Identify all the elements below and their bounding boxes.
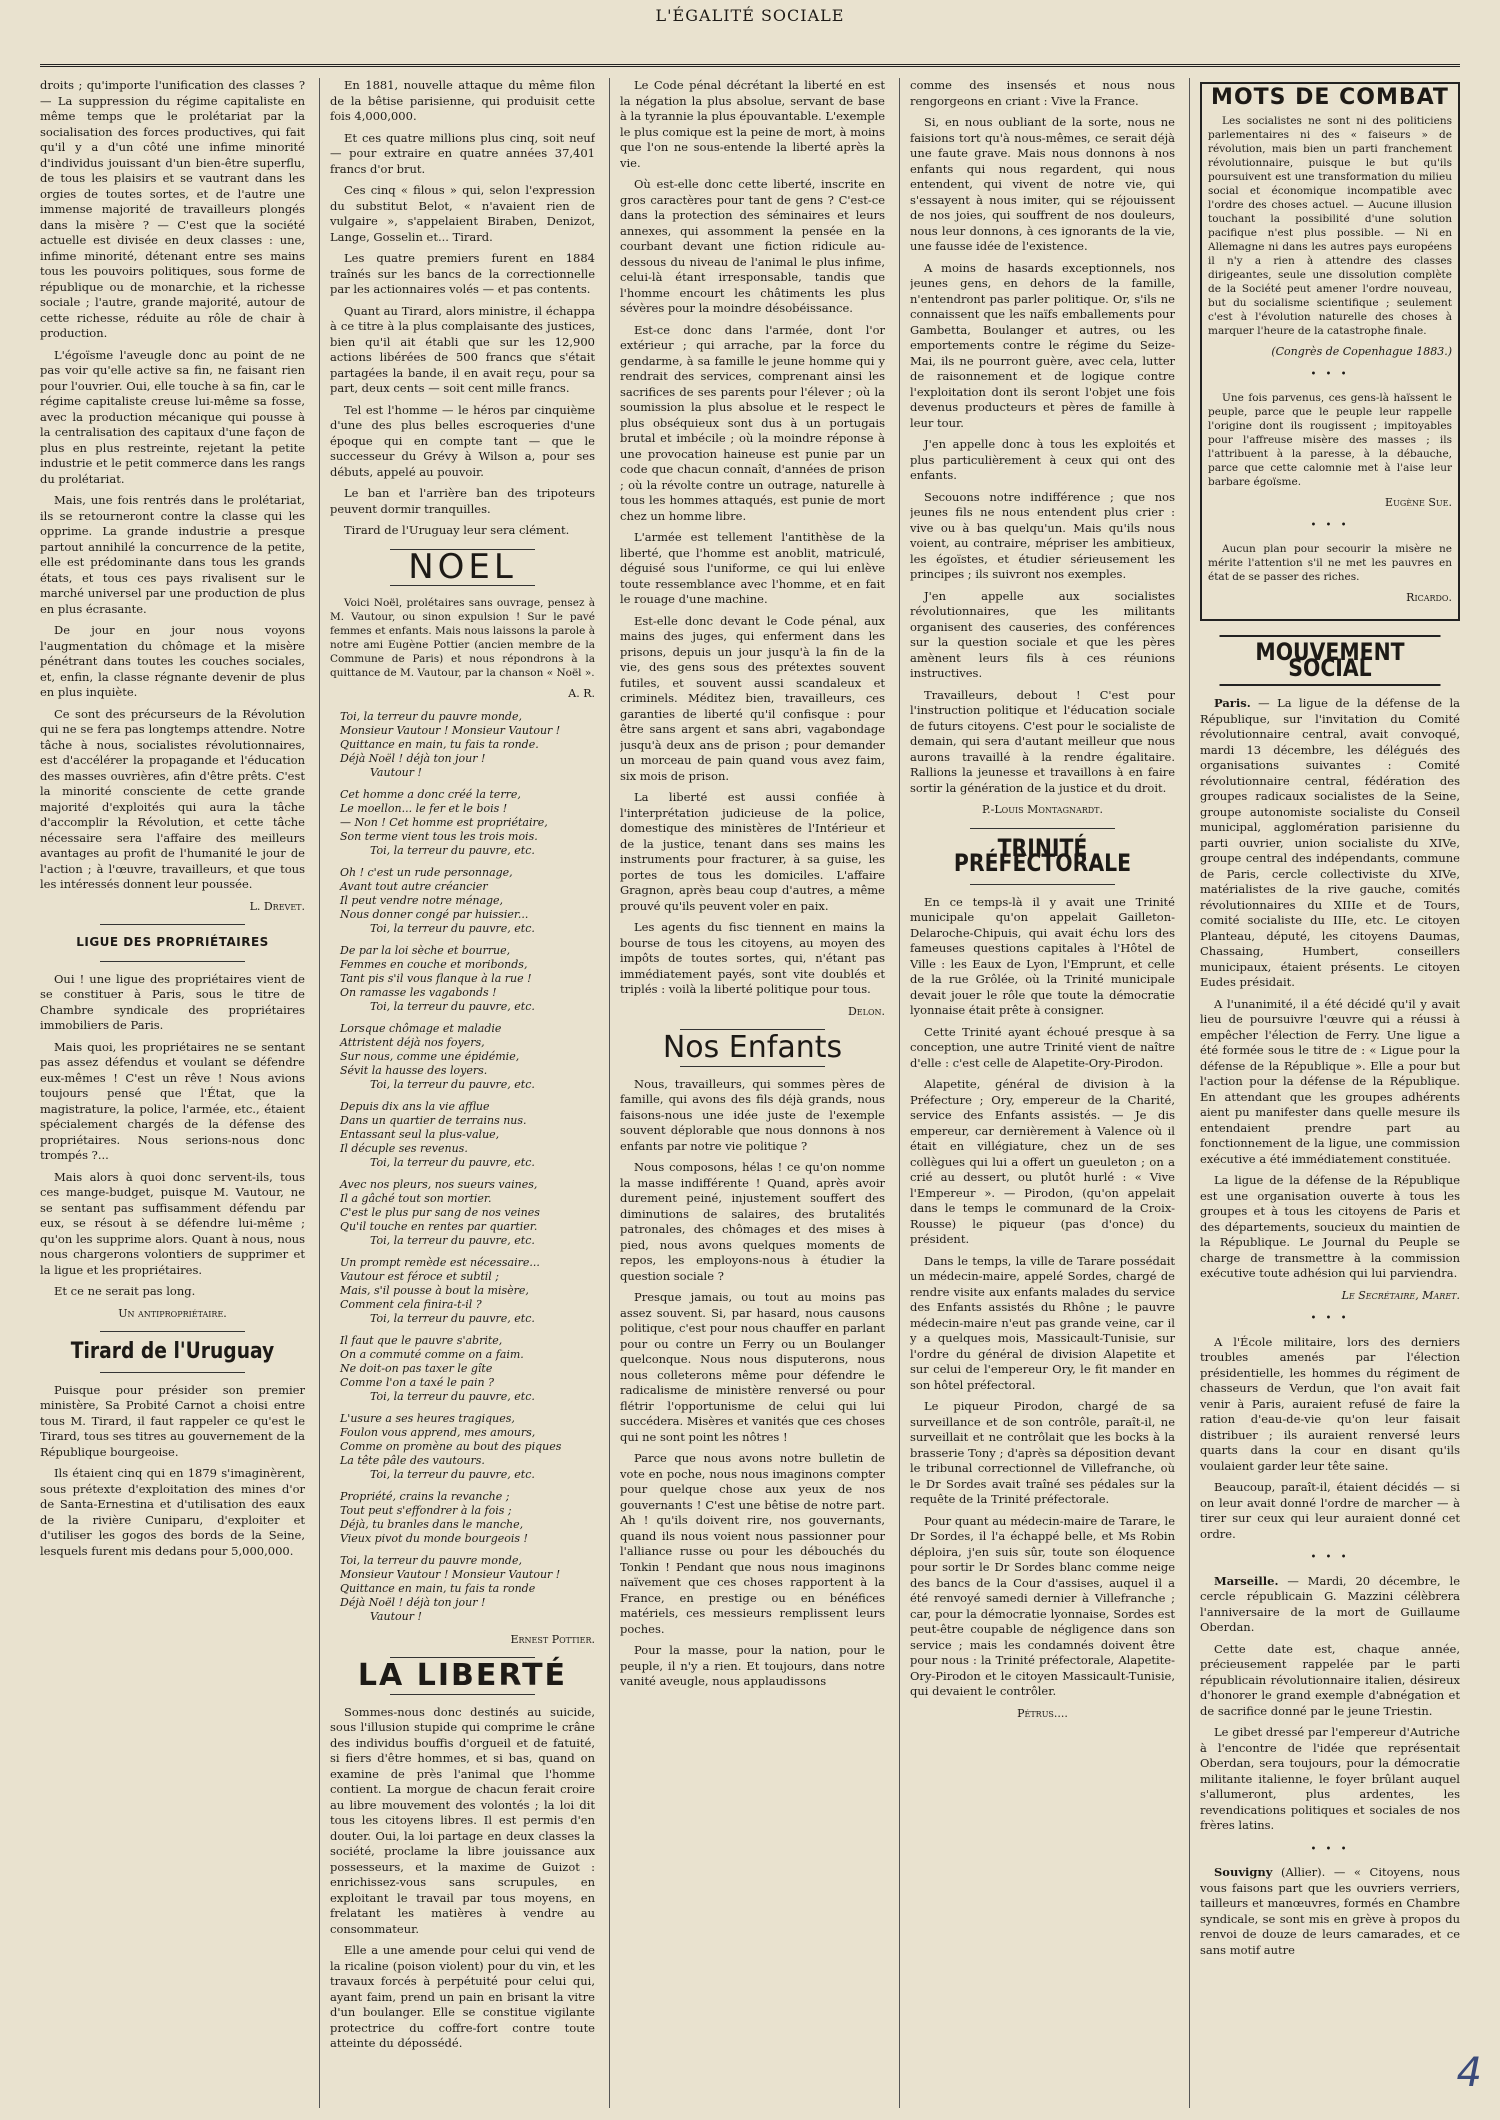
tirard-continued-paragraph: Tel est l'homme — le héros par cinquième d'une des plus belles escroqueries d'une époque qui en compte tant — que le successeur du Grévy à Wilson a, pour ses débuts, appelé au pouvoir. <box>330 402 595 479</box>
verse-line: Déjà, tu branles dans le manche, <box>340 1517 524 1531</box>
noel-intro: Voici Noël, prolétaires sans ouvrage, pensez à M. Vautour, ou sinon expulsion ! Sur le pavé femmes et enfants. Mais nous laissons la parole à notre ami Eugène Pottier (ancien membre de la Commune de Paris) et nous répondrons à la quittance de M. Vautour, par la chanson « Noël ». <box>330 597 595 679</box>
divider <box>390 1694 535 1695</box>
souvigny-text: (Allier). — « Citoyens, nous vous faisons part que les ouvriers verriers, tailleurs et manœuvres, formés en Chambre syndicale, se sont mis en grève à propos du renvoi de douze de leurs camarades, et ce sans motif autre <box>1200 1865 1460 1957</box>
ornament: • • • <box>1310 1843 1350 1855</box>
ligue-signature: Un antipropriétaire. <box>118 1306 227 1320</box>
tirard-continued-paragraph: Et ces quatre millions plus cinq, soit neuf — pour extraire en quatre années 37,401 francs d'or brut. <box>330 130 595 176</box>
noel-verses <box>330 710 595 1624</box>
liberte-continued-paragraph: Est-elle donc devant le Code pénal, aux mains des juges, qui enferment dans les prisons, depuis un jour jusqu'à la fin de la vie, des gens sous des prétextes souvent futiles, et souvent aussi scandaleux et criminels. Méditez bien, travailleurs, ces garanties de liberté qu'il confisque : pour être sans argent et sans abri, vagabondage jusqu'à deux ans de prison ; pour demander un morceau de pain quand vous avez faim, six mois de prison. <box>620 613 885 783</box>
enfants-paragraph: Nous, travailleurs, qui sommes pères de famille, qui avons des fils déjà grands, nous faisons-nous une idée juste de l'exemple souvent déplorable que nous donnons à nos enfants par notre vie politique ? <box>620 1076 885 1153</box>
paris-paragraph: A l'unanimité, il a été décidé qu'il y avait lieu de poursuivre l'œuvre qui a réussi à empêcher l'élection de Ferry. Une ligue a été formée sous le titre de : « Ligue pour la défense de la République ». Elle a pour but l'action pour la défense de la République. En attendant que les groupes adhérents aient pu manifester dans quelle mesure ils entendaient prendre part au fonctionnement de la ligue, une commission exécutive a été immédiatement constituée. <box>1200 996 1460 1166</box>
verse-line: Sur nous, comme une épidémie, <box>340 1049 520 1063</box>
column-5 <box>1200 78 1460 2108</box>
article-1-paragraph: De jour en jour nous voyons l'augmentation du chômage et la misère pénétrant dans toutes les couches sociales, et, enfin, la classe régnante devenir de plus en plus inquiète. <box>40 623 305 699</box>
tirard-continued-paragraph: En 1881, nouvelle attaque du même filon de la bêtise parisienne, qui produisit cette fois 4,000,000. <box>330 78 595 123</box>
ligue-paragraph: Oui ! une ligue des propriétaires vient de se constituer à Paris, sous le titre de Chambre syndicale des propriétaires immobiliers de Paris. <box>40 971 305 1032</box>
verse-line: Toi, la terreur du pauvre monde, <box>340 1553 522 1567</box>
verse-line: Comment cela finira-t-il ? <box>340 1297 482 1311</box>
paris-paragraph: La ligue de la défense de la République est une organisation ouverte à tous les groupes et à tous les citoyens de Paris et des départements, soucieux du maintien de la République. Le Journal du Peuple se charge de transmettre à la commission exécutive toute adhésion qui lui parviendra. <box>1200 1173 1460 1280</box>
verse-line: Cet homme a donc créé la terre, <box>340 787 521 801</box>
article-1-signature: L. Drevet. <box>249 899 305 913</box>
trinite-paragraph: Le piqueur Pirodon, chargé de sa surveillance et de son contrôle, paraît-il, ne surveillait et ne contrôlait que les bocks à la brasserie Tony ; d'après sa déposition devant le tribunal correctionnel de Villefranche, où le Dr Sordes avait traîné ses pédales sur la requête de la Trinité préfectorale. <box>910 1399 1175 1506</box>
tirard-continued-paragraph: Tirard de l'Uruguay leur sera clément. <box>344 523 570 537</box>
trinite-paragraph: Alapetite, général de division à la Préfecture ; Ory, empereur de la Charité, service des Enfants assistés. — Je dis empereur, car dernièrement à Valence où il était en villégiature, chez un de ses collègues qui lui a offert un gueuleton ; on a crié au dessert, ou plutôt hurlé : « Vive l'Empereur ». — Pirodon, (qu'on appelait dans le temps le communard de la Croix-Rousse) le piqueur (pas d'once) du président. <box>910 1077 1175 1246</box>
trinite-title: TRINITÉ PRÉFECTORALE <box>953 833 1132 877</box>
handwritten-page-number: 4 <box>1456 2050 1482 2096</box>
noel-stanza <box>340 1412 595 1482</box>
enfants-paragraph: Presque jamais, ou tout au moins pas assez souvent. Si, par hasard, nous causons politique, c'est pour nous chauffer en parlant pour ou contre un Ferry ou un Boulanger quelconque. Nous nous disputerons, nous nous colleterons même pour défendre le radicalisme de ministère renversé ou pour flétrir l'opportunisme de celui qui lui succédera. Misères et vanités que ces choses qui ne sont point les nôtres ! <box>620 1290 885 1444</box>
trinite-paragraph: Cette Trinité ayant échoué presque à sa conception, une autre Trinité vient de naître d'elle : c'est celle de Alapetite-Ory-Pirodon. <box>910 1024 1175 1070</box>
ligue-paragraph: Et ce ne serait pas long. <box>54 1284 196 1298</box>
verse-line: Toi, la terreur du pauvre, etc. <box>370 921 535 935</box>
trinite-paragraph: Pour quant au médecin-maire de Tarare, le Dr Sordes, il l'a échappé belle, et Ms Robin déploira, j'en suis sûr, toute son éloquence pour sortir le Dr Sordes blanc comme neige des bancs de la Cour d'assises, auquel il a été renvoyé samedi dernier à Villefranche ; car, pour la démocratie lyonnaise, Sordes est peut-être coupable de négligence dans son service ; mais les condamnés doivent être pour nous : la Trinité préfectorale, Alapetite-Ory-Pirodon et le citoyen Massicault-Tunisie, qui devaient le contrôler. <box>910 1513 1175 1698</box>
verse-line: Toi, la terreur du pauvre monde, <box>340 709 522 723</box>
ornament: • • • <box>1310 1313 1350 1324</box>
noel-stanza <box>340 1334 595 1404</box>
column-separator <box>1189 78 1190 2108</box>
verse-line: Il faut que le pauvre s'abrite, <box>340 1333 503 1347</box>
tirard-paragraph: Ils étaient cinq qui en 1879 s'imaginèrent, sous prétexte d'exploitation des mines d'or de Santa-Ernestina et d'utilisation des eaux de la rivière Cuniparu, d'exploiter et d'utiliser les gogos des bords de la Seine, lesquels furent mis dedans pour 5,000,000. <box>40 1466 305 1558</box>
verse-line: Depuis dix ans la vie afflue <box>340 1099 490 1113</box>
verse-line: Ne doit-on pas taxer le gîte <box>340 1361 493 1375</box>
enfants-continued-paragraph: J'en appelle aux socialistes révolutionnaires, que les militants organisent des causeries, des conférences sur la question sociale et que les pères amènent leurs fils à ces réunions instructives. <box>910 588 1175 680</box>
noel-intro-signature: A. R. <box>568 687 595 700</box>
column-separator <box>899 78 900 2108</box>
enfants-paragraph: Pour la masse, pour la nation, pour le peuple, il n'y a rien. Et toujours, dans notre vanité aveugle, nous applaudissons <box>620 1643 885 1688</box>
noel-stanza <box>340 944 595 1014</box>
verse-line: Déjà Noël ! déjà ton jour ! <box>340 751 486 765</box>
verse-line: Qu'il touche en rentes par quartier. <box>340 1219 538 1233</box>
verse-line: Oh ! c'est un rude personnage, <box>340 865 513 879</box>
article-1-paragraph: Ce sont des précurseurs de la Révolution qui ne se fera pas longtemps attendre. Notre tâche à nous, socialistes révolutionnaires, est d'accélérer la propagande et l'éducation des masses ouvrières, afin d'être prêts. C'est la minorité consciente de cette grande majorité d'exploités qui aura la tâche d'accomplir la Révolution, et cette tâche nécessaire sera l'affaire des meilleurs avantages au profit de l'humanité le jour de l'action ; à l'œuvre, travailleurs, et que tous les intéressés donnent leur poussée. <box>40 706 305 891</box>
divider <box>970 828 1115 829</box>
liberte-continued-paragraph: L'armée est tellement l'antithèse de la liberté, que l'homme est anoblit, matriculé, déguisé sous l'uniforme, ce qui lui enlève toute ressemblance avec l'homme, et en fait le rouage d'une machine. <box>620 530 885 606</box>
verse-line: — Non ! Cet homme est propriétaire, <box>340 815 548 829</box>
verse-line: Quittance en main, tu fais ta ronde. <box>340 737 539 751</box>
newspaper-title: L'ÉGALITÉ SOCIALE <box>655 6 845 25</box>
noel-stanza <box>340 1178 595 1248</box>
trinite-paragraph: Dans le temps, la ville de Tarare possédait un médecin-maire, appelé Sordes, chargé de rendre visite aux enfants malades du service des Enfants assistés du Rhône ; le pauvre médecin-maire n'eut pas grande veine, car il y a quelques mois, Massicault-Tunisie, sur l'ordre du général de division Alapetite et sur celui de l'empereur Ory, le fit mander en son hôtel préfectoral. <box>910 1253 1175 1392</box>
verse-line: Sévit la hausse des loyers. <box>340 1063 488 1077</box>
ornament: • • • <box>1310 520 1350 531</box>
quote-text: Aucun plan pour secourir la misère ne mérite l'attention s'il ne met les pauvres en état de se passer des riches. <box>1208 542 1452 583</box>
souvigny-lead: Souvigny <box>1214 1865 1273 1879</box>
column-2 <box>330 78 595 2108</box>
enfants-continued-paragraph: Travailleurs, debout ! C'est pour l'instruction politique et l'éducation sociale de futurs citoyens. C'est pour le socialiste de demain, qui sera d'autant meilleur que nous aurons travaillé à la rendre égalitaire. Rallions la jeunesse et travaillons à en faire sortir la génération de la justice et du droit. <box>910 687 1175 795</box>
verse-line: Vautour ! <box>370 1609 422 1623</box>
marseille-text: — Mardi, 20 décembre, le cercle républicain G. Mazzini célèbrera l'anniversaire de la mort de Guillaume Oberdan. <box>1200 1573 1460 1634</box>
verse-line: Tout peut s'effondrer à la fois ; <box>340 1503 512 1517</box>
marseille-paragraph: Le gibet dressé par l'empereur d'Autriche à l'encontre de l'idée que représentait Oberdan, sera toujours, pour la démocratie militante italienne, le foyer brûlant auquel s'allumeront, plus ardentes, les revendications politiques et sociales de nos frères latins. <box>1200 1725 1460 1832</box>
verse-line: Dans un quartier de terrains nus. <box>340 1113 527 1127</box>
noel-stanza <box>340 1490 595 1546</box>
noel-stanza <box>340 710 595 780</box>
verse-line: Toi, la terreur du pauvre, etc. <box>370 1077 535 1091</box>
liberte-continued-paragraph: Est-ce donc dans l'armée, dont l'or extérieur ; qui arrache, par la force du gendarme, à sa famille le jeune homme qui y rendrait des services, comprenant ainsi les sacrifices de ses parents pour l'élever ; où la soumission la plus absolue et le respect le plus obséquieux sont dus à un portugais brutal et imbécile ; où la moindre réponse à une provocation haineuse est punie par un code que chacun connaît, d'années de prison ; où la révolte contre un outrage, naturelle à tous les hommes attaqués, est punie de mort chez un homme libre. <box>620 322 885 523</box>
mots-de-combat-box <box>1200 82 1460 621</box>
tirard-continued-paragraph: Ces cinq « filous » qui, selon l'expression du substitut Belot, « n'avaient rien de vulgaire », s'appelaient Biraben, Denizot, Lange, Gosselin et... Tirard. <box>330 183 595 244</box>
noel-stanza <box>340 788 595 858</box>
verse-line: Vautour est féroce et subtil ; <box>340 1269 500 1283</box>
liberte-signature: Delon. <box>847 1004 885 1018</box>
liberte-paragraph: Elle a une amende pour celui qui vend de la ricaline (poison violent) pour du vin, et les travaux forcés à perpétuité pour celui qui, ayant faim, prend un pain en brisant la vitre d'un boulanger. Elle se constitue vigilante protectrice du coffre-fort contre toute atteinte du dépossédé. <box>330 1943 595 2050</box>
article-1-paragraph: Mais, une fois rentrés dans le prolétariat, ils se retourneront contre la classe qui les opprime. La grande industrie a presque partout annihilé la concurrence de la petite, elle est prédominante dans tous les grands états, et tous ces pays rivalisent sur le marché universel par une production de plus en plus écrasante. <box>40 493 305 616</box>
divider <box>100 924 245 925</box>
tirard-continued-paragraph: Les quatre premiers furent en 1884 traînés sur les bancs de la correctionnelle par les actionnaires volés — et pas contents. <box>330 251 595 296</box>
enfants-paragraph: Parce que nous avons notre bulletin de vote en poche, nous nous imaginons compter pour quelque chose aux yeux de nos gouvernants ! C'est une bêtise de notre part. Ah ! qu'ils doivent rire, nos gouvernants, quand ils nous voient nous passionner pour l'alliance russe ou pour les débouchés du Tonkin ! Pendant que nous nous imaginons naïvement que ces choses rapportent à la France, en prestige ou en bénéfices matériels, ces messieurs remplissent leurs poches. <box>620 1451 885 1636</box>
enfants-continued-paragraph: comme des insensés et nous nous rengorgeons en criant : Vive la France. <box>910 78 1175 108</box>
mouvement-social-title: MOUVEMENT SOCIAL <box>1220 635 1441 686</box>
verse-line: Entassant seul la plus-value, <box>340 1127 500 1141</box>
noel-stanza <box>340 1022 595 1092</box>
masthead <box>40 6 1460 67</box>
ornament: • • • <box>1310 1552 1350 1563</box>
columns <box>40 78 1460 2108</box>
marseille-lead: Marseille. <box>1214 1573 1279 1588</box>
verse-line: Comme l'on a taxé le pain ? <box>340 1375 495 1389</box>
noel-stanza <box>340 1256 595 1326</box>
verse-line: Toi, la terreur du pauvre, etc. <box>370 999 535 1013</box>
noel-title: NOEL <box>408 546 517 587</box>
verse-line: On ramasse les vagabonds ! <box>340 985 497 999</box>
ecole-paragraph: A l'École militaire, lors des derniers troubles amenés par l'élection présidentielle, les hommes du régiment de chasseurs de Verdun, que l'on avait fait venir à Paris, auraient refusé de faire la ration d'eau-de-vie qu'on leur faisait distribuer ; ils auraient renversé leurs quarts dans la cour en disant qu'ils voulaient garder leur tête saine. <box>1200 1334 1460 1473</box>
verse-line: Nous donner congé par huissier... <box>340 907 529 921</box>
liberte-title: LA LIBERTÉ <box>357 1658 568 1693</box>
column-1 <box>40 78 305 2108</box>
ligue-secretary-signature: Le Secrétaire, Maret. <box>1341 1288 1460 1302</box>
paris-lead: Paris. <box>1214 696 1251 710</box>
column-4 <box>910 78 1175 2108</box>
verse-line: Mais, s'il pousse à bout la misère, <box>340 1283 529 1297</box>
verse-line: Propriété, crains la revanche ; <box>340 1489 510 1503</box>
enfants-signature: P.-Louis Montagnardt. <box>981 803 1104 816</box>
verse-line: La tête pâle des vautours. <box>340 1453 485 1467</box>
verse-line: Toi, la terreur du pauvre, etc. <box>370 1233 535 1247</box>
liberte-paragraph: Sommes-nous donc destinés au suicide, sous l'illusion stupide qui comprime le crâne des individus bouffis d'orgueil et de fatuité, si fiers d'être hommes, et si bas, quand on examine de près l'animal que l'homme contient. La morgue de chacun ferait croire au libre mouvement des volontés ; la loi dit tous les citoyens libres. Il est permis d'en douter. Oui, la loi partage en deux classes la société, proclame la libre jouissance aux possesseurs, et la maxime de Guizot : enrichissez-vous sans scrupules, en exploitant le travail par tous moyens, en frelatant les matières à vendre au consommateur. <box>330 1704 595 1936</box>
trinite-signature: Pétrus.... <box>1017 1706 1068 1720</box>
article-1 <box>40 78 305 914</box>
marseille-paragraph: Cette date est, chaque année, précieusement rappelée par le parti républicain révolutionnaire italien, désireux d'honorer le grand exemple d'abnégation et de sacrifice donné par le jeune Triestin. <box>1200 1641 1460 1718</box>
quote-text: Une fois parvenus, ces gens-là haïssent le peuple, parce que le peuple leur rappelle l'origine dont ils rougissent ; impitoyables pour l'affreuse misère des masses ; ils l'attribuent à la paresse, à la débauche, parce que cette calomnie met à l'aise leur barbare égoïsme. <box>1208 391 1452 488</box>
ligue-paragraph: Mais alors à quoi donc servent-ils, tous ces mange-budget, puisque M. Vautour, ne se sentant pas suffisamment défendu par eux, se résout à se défendre lui-même ; qu'on les supprime alors. Quant à nous, nous nous chargerons volontiers de supprimer et la ligue et les propriétaires. <box>40 1169 305 1277</box>
paris-text: — La ligue de la défense de la République, sur l'invitation du Comité révolutionnaire central, avait convoqué, mardi 13 décembre, les délégués des organisations suivantes : Comité révolutionnaire central, fédération des groupes radicaux socialistes de la Seine, groupe autonomiste socialiste du Conseil municipal, agglomération parisienne du parti ouvrier, union socialiste du XIVe, groupe central des indépendants, commune de Paris, cercle collectiviste du XIVe, matérialistes de la rive gauche, comités révolutionnaires du XIIIe et de Tours, comité socialiste du IIIe, etc. Le citoyen Planteau, député, les citoyens Daumas, Chassaing, Humbert, conseillers municipaux, étaient présents. Le citoyen Eudes présidait. <box>1200 696 1460 989</box>
mots-de-combat-title: MOTS DE COMBAT <box>1211 85 1449 110</box>
quote-source: (Congrès de Copenhague 1883.) <box>1271 344 1452 358</box>
liberte-continued-paragraph: La liberté est aussi confiée à l'interprétation judicieuse de la police, domestique des ministères de l'Intérieur et de la justice, tenant dans ses mains les instruments pour fracturer, à sa guise, les portes de tous les domiciles. L'affaire Gragnon, après beau coup d'autres, a même prouvé qu'ils peuvent voler en paix. <box>620 790 885 913</box>
verse-line: Le moellon... le fer et le bois ! <box>340 801 508 815</box>
verse-line: Il peut vendre notre ménage, <box>340 893 504 907</box>
enfants-continued-paragraph: A moins de hasards exceptionnels, nos jeunes gens, en dehors de la famille, n'entendront pas parler politique. Or, s'ils ne connaissent que les naïfs emballements pour Gambetta, Boulanger et autres, ou les emportements contre le régime du Seize-Mai, ils ne pourront guère, avec cela, lutter de raisonnement et de logique contre l'exploitation dont ils seront l'objet une fois devenus producteurs et pères de famille à leur tour. <box>910 260 1175 430</box>
column-separator <box>319 78 320 2108</box>
quote-source: Eugène Sue. <box>1385 495 1452 509</box>
verse-line: Femmes en couche et moribonds, <box>340 957 528 971</box>
divider <box>680 1066 825 1067</box>
liberte-continued-paragraph: Les agents du fisc tiennent en mains la bourse de tous les citoyens, au moyen des impôts de toutes sortes, qui, n'étant pas immédiatement payés, sont vite doublés et triplés : voilà la liberté politique pour tous. <box>620 920 885 996</box>
verse-line: Monsieur Vautour ! Monsieur Vautour ! <box>340 1567 561 1581</box>
noel-stanza <box>340 866 595 936</box>
verse-line: Toi, la terreur du pauvre, etc. <box>370 1389 535 1403</box>
verse-line: Foulon vous apprend, mes amours, <box>340 1425 536 1439</box>
verse-line: Attristent déjà nos foyers, <box>340 1035 485 1049</box>
noel-stanza <box>340 1100 595 1170</box>
verse-line: L'usure a ses heures tragiques, <box>340 1411 515 1425</box>
column-separator <box>609 78 610 2108</box>
quote-text: Les socialistes ne sont ni des politiciens parlementaires ni des « faiseurs » de révolution, mais bien un parti franchement révolutionnaire, puisque le but qu'ils poursuivent est une transformation du milieu social et économique incompatible avec l'ordre des choses actuel. — Aucune illusion touchant la possibilité d'une solution pacifique n'est plus possible. — Ni en Allemagne ni dans les autres pays européens il n'y a rien à attendre des classes dirigeantes, seule une dissolution complète de la Société peut amener l'ordre nouveau, but du socialisme scientifique ; seulement c'est à l'évolution naturelle des choses à marquer l'heure de la catastrophe finale. <box>1208 114 1452 337</box>
verse-line: De par la loi sèche et bourrue, <box>340 943 511 957</box>
tirard-continued-paragraph: Quant au Tirard, alors ministre, il échappa à ce titre à la plus complaisante des justices, bien qu'il ait établi que sur les 12,900 actions libérées de 500 francs que s'était partagées la bande, il en avait reçu, pour sa part, deux cents — soit cent mille francs. <box>330 303 595 395</box>
enfants-continued-paragraph: Secouons notre indifférence ; que nos jeunes fils ne nous entendent plus crier : vive ou à bas quelqu'un. Mais qu'ils nous voient, au contraire, mépriser les ambitieux, les égoïstes, et étudier sérieusement les principes ; ils suivront nos exemples. <box>910 489 1175 581</box>
ligue-title: LIGUE DES PROPRIÉTAIRES <box>76 935 269 949</box>
tirard-title: Tirard de l'Uruguay <box>70 1339 275 1364</box>
liberte-continued-paragraph: Le Code pénal décrétant la liberté en est la négation la plus absolue, servant de base à la tyrannie la plus épouvantable. L'exemple le plus comique est la peine de mort, à moins que l'on ne sous-entende la liberté après la vie. <box>620 78 885 170</box>
verse-line: C'est le plus pur sang de nos veines <box>340 1205 540 1219</box>
noel-signature: Ernest Pottier. <box>510 1632 595 1646</box>
verse-line: Tant pis s'il vous flanque à la rue ! <box>340 971 532 985</box>
verse-line: Monsieur Vautour ! Monsieur Vautour ! <box>340 723 561 737</box>
enfants-continued-paragraph: Si, en nous oubliant de la sorte, nous ne faisions tort qu'à nous-mêmes, ce serait déjà une faute grave. Mais nous donnons à nos enfants qui nous regardent, qui nous entendent, qui vivent de notre vie, qui s'essayent à nous imiter, qui se réjouissent de nos joies, qui souffrent de nos douleurs, nous leur donnons, à ces ignorants de la vie, une fausse idée de l'existence. <box>910 115 1175 253</box>
quote-source: Ricardo. <box>1406 590 1452 604</box>
tirard-paragraph: Puisque pour présider son premier ministère, Sa Probité Carnot a choisi entre tous M. Tirard, il faut rappeler ce qu'est le Tirard, tous ses titres au gouvernement de la République bourgeoise. <box>40 1382 305 1459</box>
ecole-paragraph: Beaucoup, paraît-il, étaient décidés — si on leur avait donné l'ordre de marcher — à tirer sur ceux qui leur auraient donné cet ordre. <box>1200 1480 1460 1541</box>
divider <box>100 1372 245 1373</box>
article-1-paragraph: L'égoïsme l'aveugle donc au point de ne pas voir qu'elle active sa fin, ne faisant rien pour l'ouvrier. Oui, elle touche à sa fin, car le régime capitaliste creuse lui-même sa fosse, avec la production mécanique qui pousse à la centralisation des capitaux d'une façon de plus en plus restreinte, rejetant la petite industrie et le petit commerce dans les rangs du prolétariat. <box>40 347 305 486</box>
tirard-continued-paragraph: Le ban et l'arrière ban des tripoteurs peuvent dormir tranquilles. <box>330 486 595 516</box>
verse-line: Toi, la terreur du pauvre, etc. <box>370 843 535 857</box>
verse-line: Il a gâché tout son mortier. <box>340 1191 492 1205</box>
verse-line: Quittance en main, tu fais ta ronde <box>340 1581 536 1595</box>
verse-line: Vautour ! <box>370 765 422 779</box>
column-3 <box>620 78 885 2108</box>
verse-line: Toi, la terreur du pauvre, etc. <box>370 1467 535 1481</box>
verse-line: Un prompt remède est nécessaire... <box>340 1255 540 1269</box>
ligue-paragraph: Mais quoi, les propriétaires ne se sentant pas assez défendus et voulant se défendre eux-mêmes ! C'est un rêve ! Nous avions toujours pensé que l'État, que la magistrature, la police, l'armée, etc., étaient spécialement chargés de la défense des propriétaires. Nous serions-nous donc trompés ?... <box>40 1039 305 1162</box>
verse-line: Déjà Noël ! déjà ton jour ! <box>340 1595 486 1609</box>
verse-line: On a commuté comme on a faim. <box>340 1347 524 1361</box>
verse-line: Avant tout autre créancier <box>340 879 488 893</box>
divider <box>100 961 245 962</box>
enfants-paragraph: Nous composons, hélas ! ce qu'on nomme la masse indifférente ! Quand, après avoir durement peiné, injustement souffert des diminutions de salaires, des brutalités patronales, des chômages et des mises à pied, nous avons quelques moments de repos, les employons-nous à étudier la question sociale ? <box>620 1160 885 1283</box>
verse-line: Son terme vient tous les trois mois. <box>340 829 538 843</box>
divider <box>970 884 1115 885</box>
verse-line: Vieux pivot du monde bourgeois ! <box>340 1531 528 1545</box>
article-1-paragraph: droits ; qu'importe l'unification des classes ? — La suppression du régime capitaliste en même temps que le prolétariat par la socialisation des forces productives, qui fait qu'il y a d'un côté une infime minorité d'individus jouissant d'un bien-être superflu, de tous les plaisirs et se vautrant dans les orgies de toutes sortes, et de l'autre une immense majorité de travailleurs plongés dans la misère ? — C'est que la société actuelle est divisée en deux classes : une, infime minorité, détenant entre ses mains tous les pouvoirs politiques, sous forme de république ou de monarchie, et la richesse sociale ; l'autre, grande majorité, autour de cette richesse, réduite au rôle de chair à production. <box>40 78 305 340</box>
verse-line: Il décuple ses revenus. <box>340 1141 468 1155</box>
enfants-continued-paragraph: J'en appelle donc à tous les exploités et plus particulièrement à ceux qui ont des enfants. <box>910 437 1175 482</box>
divider <box>100 1331 245 1332</box>
verse-line: Comme on promène au bout des piques <box>340 1439 562 1453</box>
ornament: • • • <box>1310 369 1350 380</box>
verse-line: Toi, la terreur du pauvre, etc. <box>370 1311 535 1325</box>
verse-line: Avec nos pleurs, nos sueurs vaines, <box>340 1177 538 1191</box>
trinite-paragraph: En ce temps-là il y avait une Trinité municipale qu'on appelait Gailleton-Delaroche-Chipuis, qui avait échu lors des fameuses questions capitales à l'Hôtel de Ville : les Eaux de Lyon, l'Emprunt, et celle de la rue Grôlée, où la Trinité municipale devait jouer le rôle que toute la démocratie lyonnaise était prête à consigner. <box>910 894 1175 1017</box>
verse-line: Lorsque chômage et maladie <box>340 1021 502 1035</box>
noel-stanza <box>340 1554 595 1624</box>
liberte-continued-paragraph: Où est-elle donc cette liberté, inscrite en gros caractères pour tant de gens ? C'est-ce dans la protection des séminaires et leurs annexes, qui assomment la pensée en la courbant devant une fiction ridicule au-dessous du niveau de l'animal le plus infime, celui-là étant irresponsable, tandis que l'homme encourt les châtiments les plus sévères pour la moindre désobéissance. <box>620 177 885 315</box>
enfants-title: Nos Enfants <box>662 1030 843 1065</box>
verse-line: Toi, la terreur du pauvre, etc. <box>370 1155 535 1169</box>
